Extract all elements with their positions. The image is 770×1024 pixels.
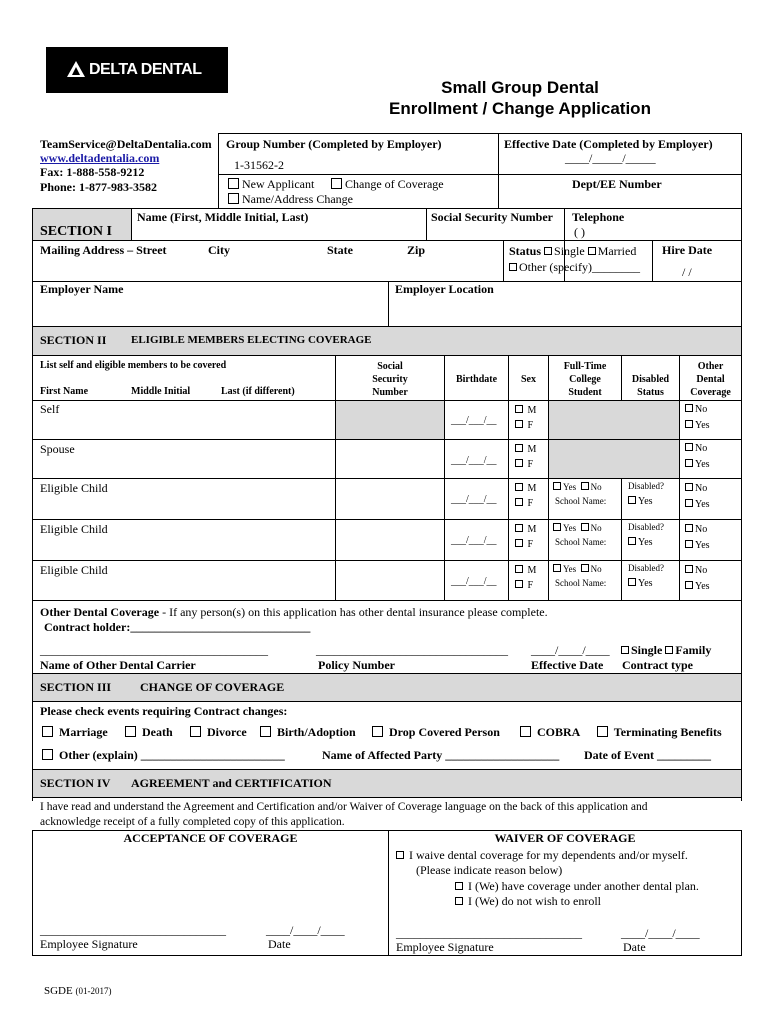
waiver-heading: WAIVER OF COVERAGE	[494, 831, 636, 845]
married-checkbox[interactable]	[588, 247, 596, 255]
ssn-label: Social Security Number	[431, 210, 553, 224]
hire-date-field[interactable]: / /	[682, 265, 692, 279]
sex-f-option[interactable]: F	[515, 498, 533, 510]
city-label: City	[208, 243, 230, 257]
waive-reason-instruction: (Please indicate reason below)	[416, 863, 563, 877]
group-number-value[interactable]: 1-31562-2	[234, 158, 284, 172]
coverage-yes-option[interactable]: Yes	[685, 540, 710, 552]
checkbox-icon[interactable]	[455, 882, 463, 890]
waiver-date-line[interactable]: ____/____/____	[621, 926, 700, 940]
checkbox-icon[interactable]	[685, 483, 693, 491]
col-disabled-status: Disabled Status	[631, 374, 670, 398]
disabled-question: Disabled?	[628, 522, 664, 532]
carrier-label: Name of Other Dental Carrier	[40, 658, 196, 672]
coverage-yes-option[interactable]: Yes	[685, 459, 710, 471]
single-checkbox[interactable]	[621, 646, 629, 654]
student-yes-no: Yes No	[553, 523, 602, 534]
single-checkbox[interactable]	[544, 247, 552, 255]
event-divorce[interactable]: Divorce	[190, 725, 247, 739]
event-death[interactable]: Death	[125, 725, 173, 739]
spouse-shaded-cells	[549, 440, 679, 478]
agreement-text-2: acknowledge receipt of a fully completed copy of this application.	[40, 816, 345, 828]
student-yes-no: Yes No	[553, 564, 602, 575]
list-members-label: List self and eligible members to be covered	[40, 360, 227, 371]
checkbox-icon[interactable]	[685, 524, 693, 532]
checkbox-icon[interactable]	[553, 564, 561, 572]
other-status-checkbox[interactable]	[509, 263, 517, 271]
row-label-child: Eligible Child	[40, 563, 108, 577]
birthdate-field[interactable]: ___/___/__	[451, 494, 497, 505]
reason-other-plan[interactable]: I (We) have coverage under another dental plan.	[455, 879, 699, 893]
single-label: Single	[554, 244, 585, 258]
checkbox-icon[interactable]	[553, 482, 561, 490]
coverage-no-option[interactable]: No	[685, 483, 707, 495]
sex-f-option[interactable]: F	[515, 459, 533, 471]
date-of-event-field[interactable]: Date of Event _________	[584, 748, 711, 762]
hire-date-label: Hire Date	[662, 243, 713, 257]
checkbox-icon[interactable]	[553, 523, 561, 531]
contact-website[interactable]: www.deltadentalia.com	[40, 151, 160, 165]
disabled-question: Disabled?	[628, 563, 664, 573]
sex-m-option[interactable]: M	[515, 483, 536, 495]
checkbox-icon[interactable]	[581, 523, 589, 531]
event-cobra[interactable]: COBRA	[520, 725, 580, 739]
disabled-question: Disabled?	[628, 481, 664, 491]
coverage-no-option[interactable]: No	[685, 443, 707, 455]
school-name-label[interactable]: School Name:	[555, 578, 607, 588]
row-label-self: Self	[40, 402, 60, 416]
policy-label: Policy Number	[318, 658, 395, 672]
reason-not-enroll[interactable]: I (We) do not wish to enroll	[455, 894, 601, 908]
contact-fax: Fax: 1-888-558-9212	[40, 165, 145, 179]
checkbox-icon[interactable]	[515, 565, 523, 573]
checkbox-icon[interactable]	[228, 178, 239, 189]
col-other-coverage: Other Dental Coverage	[690, 361, 731, 398]
family-checkbox[interactable]	[665, 646, 673, 654]
acceptance-signature-label: Employee Signature	[40, 937, 138, 951]
name-address-checkbox[interactable]	[228, 192, 353, 206]
section3-title: SECTION III	[40, 680, 112, 694]
birthdate-field[interactable]: ___/___/__	[451, 455, 497, 466]
section3-subtitle: CHANGE OF COVERAGE	[140, 680, 285, 694]
coverage-yes-option[interactable]: Yes	[685, 420, 710, 432]
zip-label: Zip	[407, 243, 426, 257]
checkbox-icon[interactable]	[331, 178, 342, 189]
change-coverage-checkbox[interactable]	[331, 177, 444, 191]
section4-title: SECTION IV	[40, 776, 111, 790]
checkbox-icon[interactable]	[42, 749, 53, 760]
acceptance-heading: ACCEPTANCE OF COVERAGE	[123, 831, 298, 845]
new-applicant-checkbox[interactable]	[228, 177, 314, 191]
checkbox-icon[interactable]	[685, 581, 693, 589]
disabled-yes-option[interactable]: Yes	[628, 578, 653, 590]
other-effective-label: Effective Date	[531, 658, 604, 672]
self-shaded-cells-2	[549, 401, 679, 439]
carrier-field[interactable]: ______________________________________	[40, 643, 268, 657]
school-name-label[interactable]: School Name:	[555, 537, 607, 547]
col-ssn: Social Security Number	[372, 361, 408, 398]
coverage-no-option[interactable]: No	[685, 565, 707, 577]
checkbox-icon[interactable]	[685, 540, 693, 548]
policy-field[interactable]: ________________________________	[316, 643, 508, 657]
contract-type-label: Contract type	[622, 658, 693, 672]
waiver-signature-label: Employee Signature	[396, 940, 494, 954]
event-marriage[interactable]: Marriage	[42, 725, 108, 739]
other-coverage-note: Other Dental Coverage - If any person(s) on this application has other dental insurance please complete.	[40, 605, 548, 619]
contract-holder-field[interactable]: Contract holder:______________________________	[44, 620, 311, 634]
row-label-spouse: Spouse	[40, 442, 75, 456]
checkbox-icon[interactable]	[628, 578, 636, 586]
sex-m-option[interactable]: M	[515, 524, 536, 536]
checkbox-icon[interactable]	[515, 580, 523, 588]
row-label-child: Eligible Child	[40, 481, 108, 495]
waive-coverage-option[interactable]: I waive dental coverage for my dependents and/or myself.	[396, 848, 688, 862]
sex-f-option[interactable]: F	[515, 580, 533, 592]
checkbox-icon[interactable]	[42, 726, 53, 737]
mailing-address-label: Mailing Address – Street	[40, 243, 167, 257]
disabled-yes-option[interactable]: Yes	[628, 537, 653, 549]
section2-subtitle: ELIGIBLE MEMBERS ELECTING COVERAGE	[131, 334, 372, 346]
waiver-signature-line[interactable]: _______________________________	[396, 926, 582, 940]
delta-dental-logo	[46, 47, 228, 93]
status-label: Status	[509, 244, 542, 258]
acceptance-date-label: Date	[268, 937, 291, 951]
checkbox-icon[interactable]	[628, 537, 636, 545]
coverage-no-option[interactable]: No	[685, 524, 707, 536]
checkbox-icon[interactable]	[515, 405, 523, 413]
self-shaded-cells	[336, 401, 444, 439]
checkbox-icon[interactable]	[685, 404, 693, 412]
event-other-explain[interactable]: Other (explain) ________________________	[42, 748, 285, 762]
effective-date-label: Effective Date (Completed by Employer)	[504, 137, 713, 151]
telephone-field[interactable]: ( )	[574, 225, 585, 239]
checkbox-icon[interactable]	[125, 726, 136, 737]
status-field	[509, 244, 636, 258]
waiver-date-label: Date	[623, 940, 646, 954]
checkbox-icon[interactable]	[628, 496, 636, 504]
checkbox-icon[interactable]	[190, 726, 201, 737]
coverage-yes-option[interactable]: Yes	[685, 499, 710, 511]
section4-subtitle: AGREEMENT and CERTIFICATION	[131, 776, 332, 790]
other-effective-date-field[interactable]: ____/____/____	[531, 643, 610, 657]
logo-text: DELTA DENTAL	[89, 61, 202, 78]
employer-location-label: Employer Location	[395, 282, 494, 296]
section1-title: SECTION I	[40, 224, 112, 239]
checkbox-icon[interactable]	[228, 193, 239, 204]
married-label: Married	[597, 244, 637, 258]
checkbox-icon[interactable]	[455, 897, 463, 905]
sex-m-option[interactable]: M	[515, 405, 536, 417]
section2-title: SECTION II	[40, 333, 107, 347]
contact-email: TeamService@DeltaDentalia.com	[40, 137, 212, 151]
coverage-yes-option[interactable]: Yes	[685, 581, 710, 593]
birthdate-field[interactable]: ___/___/__	[451, 415, 497, 426]
name-address-label: Name/Address Change	[242, 192, 353, 206]
sex-f-option[interactable]: F	[515, 420, 533, 432]
checkbox-icon[interactable]	[597, 726, 608, 737]
telephone-label: Telephone	[572, 210, 625, 224]
group-number-label: Group Number (Completed by Employer)	[226, 137, 442, 151]
acceptance-signature-line[interactable]: _______________________________	[40, 923, 226, 937]
checkbox-icon[interactable]	[581, 564, 589, 572]
col-last-name: Last (if different)	[221, 386, 295, 397]
col-first-name: First Name	[40, 386, 89, 397]
col-sex: Sex	[521, 374, 536, 385]
event-drop-covered[interactable]: Drop Covered Person	[372, 725, 500, 739]
event-birth-adoption[interactable]: Birth/Adoption	[260, 725, 356, 739]
checkbox-icon[interactable]	[515, 498, 523, 506]
col-birthdate: Birthdate	[455, 374, 498, 385]
form-title-line2: Enrollment / Change Application	[389, 99, 651, 118]
contract-type-options: Single Family	[621, 643, 711, 657]
sex-m-option[interactable]: M	[515, 444, 536, 456]
checkbox-icon[interactable]	[372, 726, 383, 737]
delta-triangle-icon	[66, 60, 86, 78]
checkbox-icon[interactable]	[260, 726, 271, 737]
checkbox-icon[interactable]	[515, 483, 523, 491]
new-applicant-label: New Applicant	[242, 177, 315, 191]
checkbox-icon[interactable]	[515, 524, 523, 532]
name-label: Name (First, Middle Initial, Last)	[137, 210, 309, 224]
sex-m-option[interactable]: M	[515, 565, 536, 577]
checkbox-icon[interactable]	[685, 499, 693, 507]
checkbox-icon[interactable]	[515, 444, 523, 452]
other-specify-label[interactable]: Other (specify)________	[519, 260, 640, 274]
coverage-no-option[interactable]: No	[685, 404, 707, 416]
event-terminating[interactable]: Terminating Benefits	[597, 725, 722, 739]
checkbox-icon[interactable]	[520, 726, 531, 737]
checkbox-icon[interactable]	[685, 459, 693, 467]
checkbox-icon[interactable]	[685, 443, 693, 451]
form-title-line1: Small Group Dental	[441, 78, 599, 97]
employer-name-label: Employer Name	[40, 282, 124, 296]
checkbox-icon[interactable]	[396, 851, 404, 859]
checkbox-icon[interactable]	[685, 565, 693, 573]
affected-party-field[interactable]: Name of Affected Party ___________________	[322, 748, 560, 762]
sex-f-option[interactable]: F	[515, 539, 533, 551]
form-id: SGDE (01-2017)	[44, 985, 112, 997]
school-name-label[interactable]: School Name:	[555, 496, 607, 506]
checkbox-icon[interactable]	[581, 482, 589, 490]
col-fulltime-student: Full-Time College Student	[563, 361, 607, 398]
change-instruction: Please check events requiring Contract changes:	[40, 704, 288, 718]
row-label-child: Eligible Child	[40, 522, 108, 536]
dept-ee-label: Dept/EE Number	[572, 177, 662, 191]
checkbox-icon[interactable]	[515, 420, 523, 428]
checkbox-icon[interactable]	[685, 420, 693, 428]
acceptance-date-line[interactable]: ____/____/____	[266, 923, 345, 937]
other-status-field	[509, 260, 640, 274]
birthdate-field[interactable]: ___/___/__	[451, 576, 497, 587]
checkbox-icon[interactable]	[515, 539, 523, 547]
state-label: State	[327, 243, 353, 257]
effective-date-field[interactable]: ____/_____/_____	[565, 151, 656, 165]
col-middle-initial: Middle Initial	[131, 386, 191, 397]
disabled-yes-option[interactable]: Yes	[628, 496, 653, 508]
agreement-text-1: I have read and understand the Agreement and Certification and/or Waiver of Coverage language on the back of this application and	[40, 801, 648, 813]
change-coverage-label: Change of Coverage	[345, 177, 444, 191]
birthdate-field[interactable]: ___/___/__	[451, 535, 497, 546]
checkbox-icon[interactable]	[515, 459, 523, 467]
student-yes-no: Yes No	[553, 482, 602, 493]
contact-phone: Phone: 1-877-983-3582	[40, 180, 157, 194]
